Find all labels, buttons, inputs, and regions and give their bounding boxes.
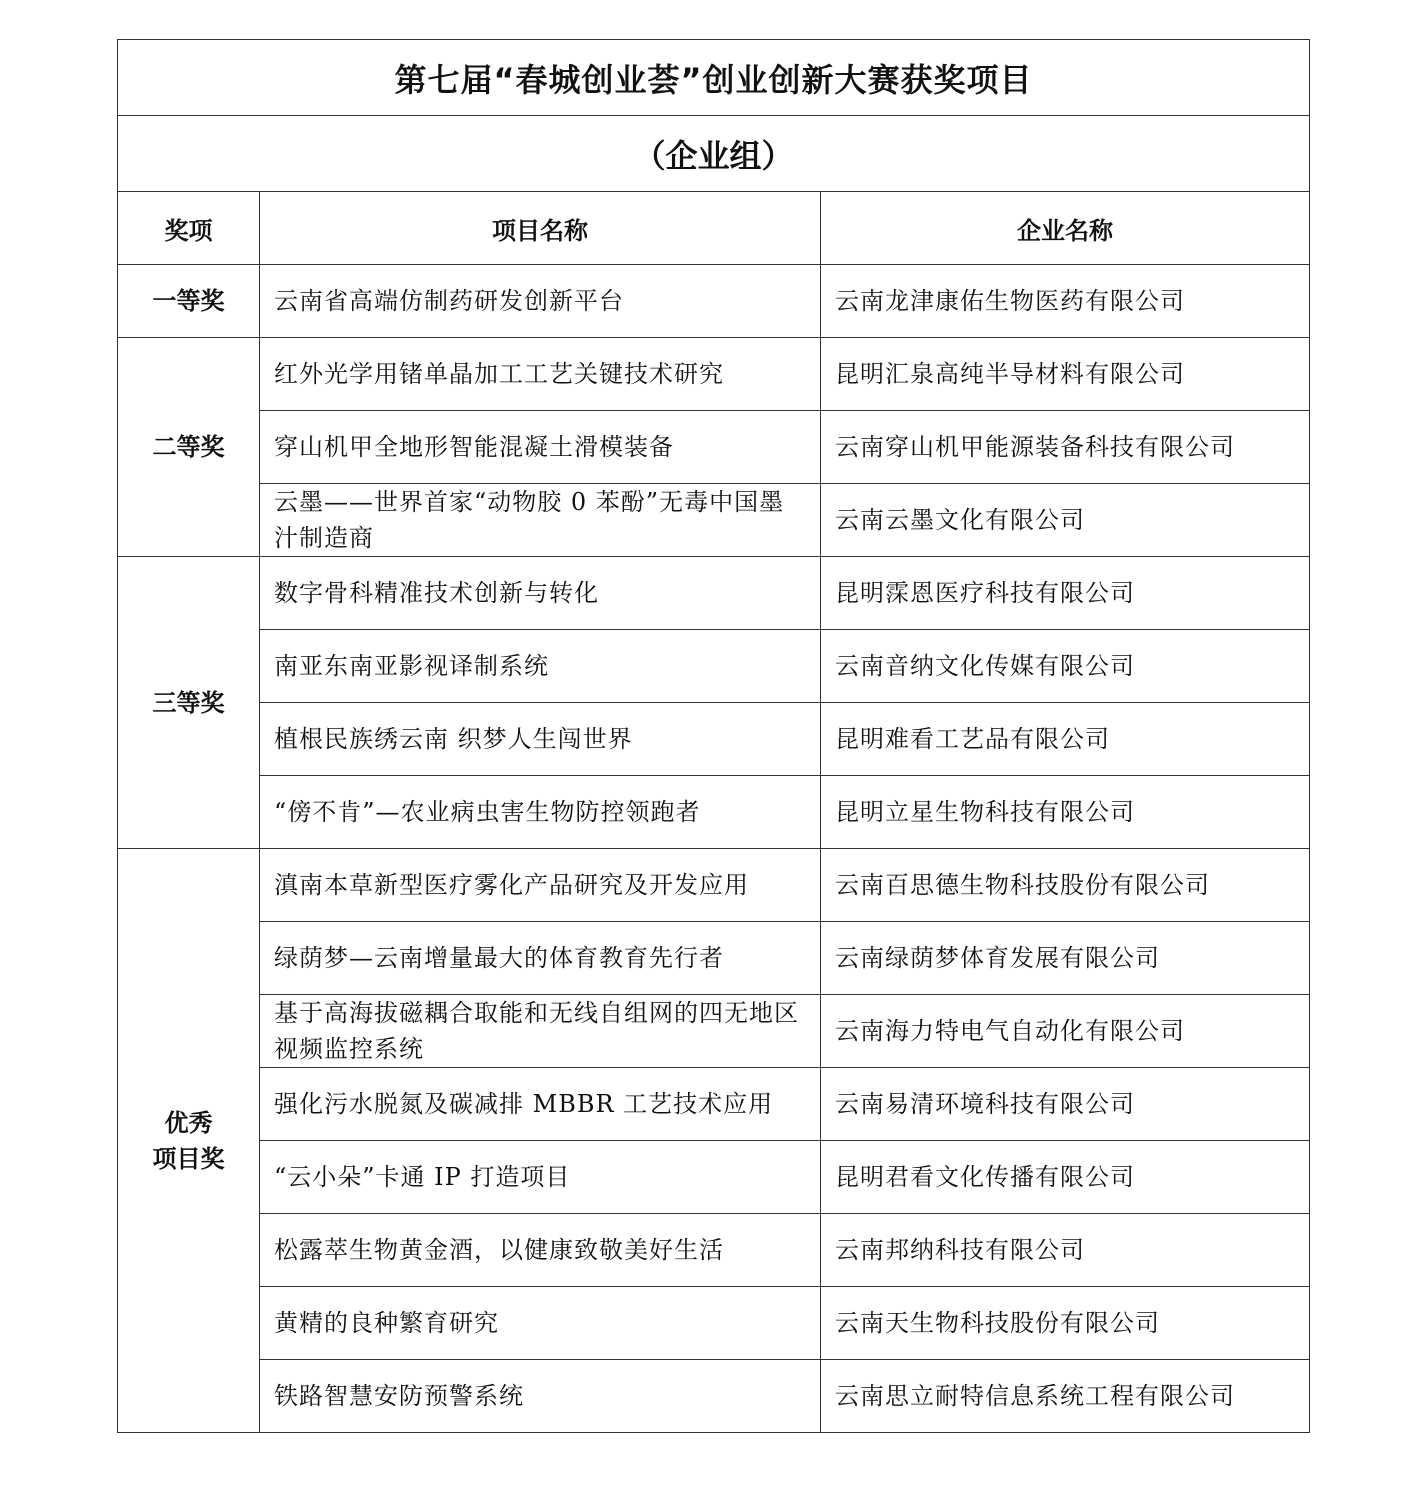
table-row — [118, 703, 1310, 776]
award-level-cell — [118, 265, 260, 338]
company-name-cell: 昆明立星生物科技有限公司 — [821, 776, 1310, 849]
table-row — [118, 1068, 1310, 1141]
project-name-cell: 云墨——世界首家“动物胶 0 苯酚”无毒中国墨汁制造商 — [260, 484, 821, 557]
award-label: 三等奖 — [152, 688, 225, 717]
project-name-cell: “云小朵”卡通 IP 打造项目 — [260, 1141, 821, 1214]
header-project: 项目名称 — [260, 192, 821, 265]
award-label: 二等奖 — [152, 433, 225, 461]
project-name-cell: 滇南本草新型医疗雾化产品研究及开发应用 — [260, 849, 821, 922]
project-name-cell: 云南省高端仿制药研发创新平台 — [260, 265, 821, 338]
project-name-cell: 红外光学用锗单晶加工工艺关键技术研究 — [260, 338, 821, 411]
project-name-cell: 南亚东南亚影视译制系统 — [260, 630, 821, 703]
table-row — [118, 265, 1310, 338]
project-name-cell: 绿荫梦—云南增量最大的体育教育先行者 — [260, 922, 821, 995]
table-subtitle: （企业组） — [118, 116, 1310, 192]
company-name-cell: 昆明君看文化传播有限公司 — [821, 1141, 1310, 1214]
award-label: 项目奖 — [152, 1144, 225, 1173]
project-name-cell: 基于高海拔磁耦合取能和无线自组网的四无地区视频监控系统 — [260, 995, 821, 1068]
company-name-cell: 昆明霂恩医疗科技有限公司 — [821, 557, 1310, 630]
company-name-cell: 云南云墨文化有限公司 — [821, 484, 1310, 557]
project-name-cell: 铁路智慧安防预警系统 — [260, 1360, 821, 1433]
table-row — [118, 849, 1310, 922]
subtitle-row — [118, 116, 1310, 192]
table-row — [118, 995, 1310, 1068]
award-level-cell — [118, 557, 260, 849]
table-row — [118, 630, 1310, 703]
company-name-cell: 云南音纳文化传媒有限公司 — [821, 630, 1310, 703]
title-row — [118, 40, 1310, 116]
company-name-cell: 昆明难看工艺品有限公司 — [821, 703, 1310, 776]
table-row — [118, 484, 1310, 557]
company-name-cell: 云南百思德生物科技股份有限公司 — [821, 849, 1310, 922]
award-label: 一等奖 — [152, 287, 225, 315]
table-row — [118, 1287, 1310, 1360]
project-name-cell: 松露萃生物黄金酒，以健康致敬美好生活 — [260, 1214, 821, 1287]
header-award: 奖项 — [118, 192, 260, 265]
company-name-cell: 云南思立耐特信息系统工程有限公司 — [821, 1360, 1310, 1433]
project-name-cell: 植根民族绣云南 织梦人生闯世界 — [260, 703, 821, 776]
table-body — [118, 40, 1310, 1433]
table-title: 第七届“春城创业荟”创业创新大赛获奖项目 — [118, 40, 1310, 116]
project-name-cell: 数字骨科精准技术创新与转化 — [260, 557, 821, 630]
table-row — [118, 557, 1310, 630]
table-row — [118, 776, 1310, 849]
company-name-cell: 云南邦纳科技有限公司 — [821, 1214, 1310, 1287]
company-name-cell: 云南天生物科技股份有限公司 — [821, 1287, 1310, 1360]
table-row — [118, 1141, 1310, 1214]
award-level-cell — [118, 849, 260, 1433]
project-name-cell: 穿山机甲全地形智能混凝土滑模装备 — [260, 411, 821, 484]
project-name-cell: “傍不肯”—农业病虫害生物防控领跑者 — [260, 776, 821, 849]
table-row — [118, 922, 1310, 995]
company-name-cell: 云南海力特电气自动化有限公司 — [821, 995, 1310, 1068]
company-name-cell: 云南穿山机甲能源装备科技有限公司 — [821, 411, 1310, 484]
table-row — [118, 338, 1310, 411]
header-company: 企业名称 — [821, 192, 1310, 265]
header-row — [118, 192, 1310, 265]
table-row — [118, 411, 1310, 484]
project-name-cell: 强化污水脱氮及碳减排 MBBR 工艺技术应用 — [260, 1068, 821, 1141]
company-name-cell: 昆明汇泉高纯半导材料有限公司 — [821, 338, 1310, 411]
award-level-cell — [118, 338, 260, 557]
award-table — [117, 39, 1310, 1433]
award-label: 优秀 — [164, 1108, 213, 1137]
table-row — [118, 1360, 1310, 1433]
table-row — [118, 1214, 1310, 1287]
company-name-cell: 云南绿荫梦体育发展有限公司 — [821, 922, 1310, 995]
project-name-cell: 黄精的良种繁育研究 — [260, 1287, 821, 1360]
company-name-cell: 云南龙津康佑生物医药有限公司 — [821, 265, 1310, 338]
company-name-cell: 云南易清环境科技有限公司 — [821, 1068, 1310, 1141]
